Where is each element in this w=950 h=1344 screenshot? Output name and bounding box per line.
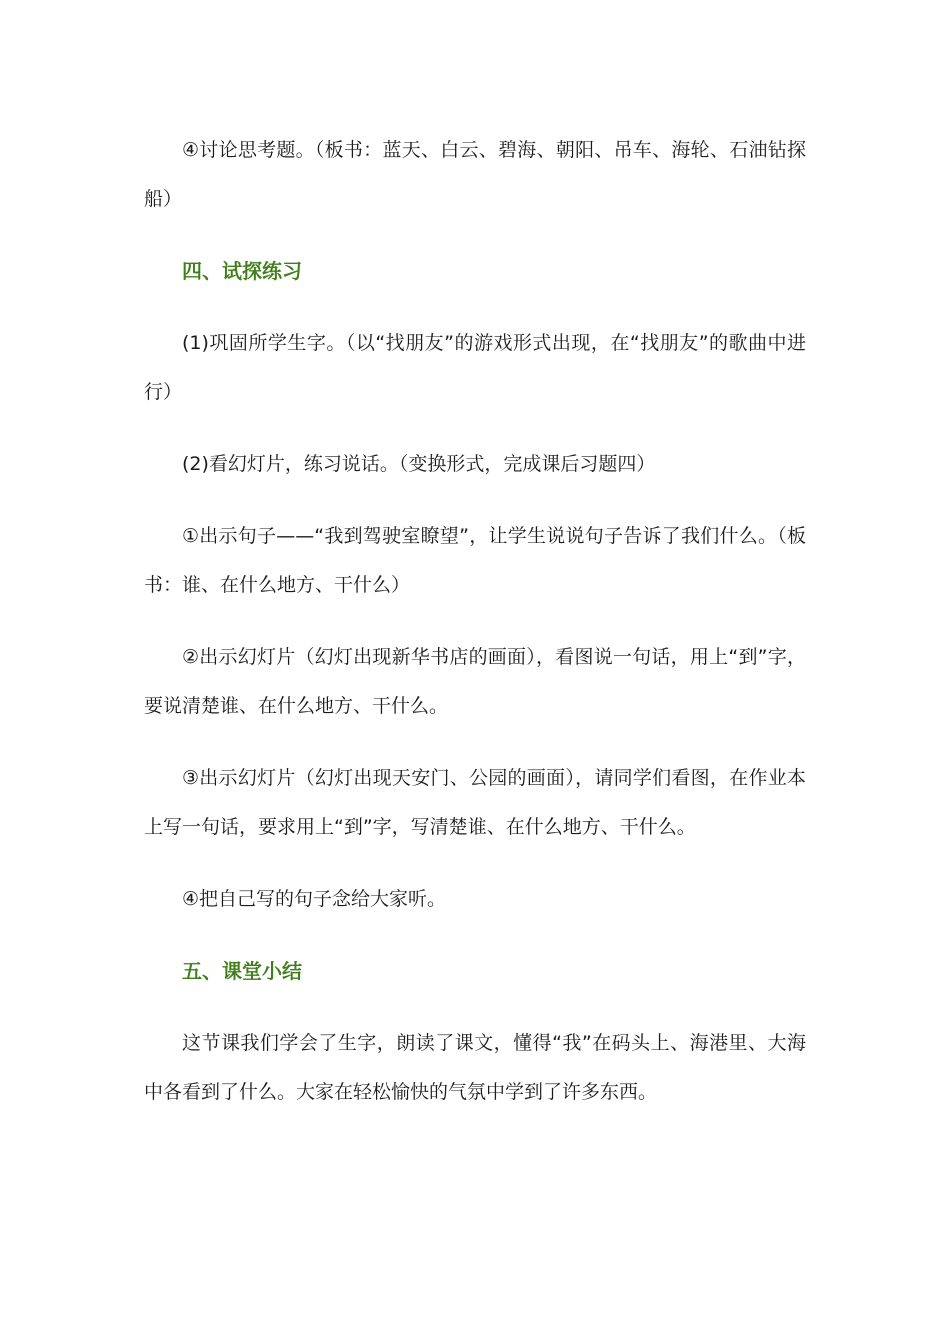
paragraph-sentence-one: ①出示句子——“我到驾驶室瞭望”，让学生说说句子告诉了我们什么。（板书：谁、在什么地方、干什么） bbox=[144, 525, 806, 596]
paragraph-read-aloud: ④把自己写的句子念给大家听。 bbox=[182, 888, 447, 910]
paragraph-discussion: ④讨论思考题。（板书：蓝天、白云、碧海、朝阳、吊车、海轮、石油钻探船） bbox=[144, 139, 806, 210]
spacer bbox=[144, 996, 806, 1019]
spacer bbox=[144, 224, 806, 247]
spacer bbox=[144, 610, 806, 633]
paragraph-slide-bookstore: ②出示幻灯片（幻灯出现新华书店的画面），看图说一句话，用上“到”字，要说清楚谁、在什么地方、干什么。 bbox=[144, 646, 806, 717]
spacer bbox=[144, 296, 806, 319]
paragraph-slide-tiananmen: ③出示幻灯片（幻灯出现天安门、公园的画面），请同学们看图，在作业本上写一句话，要求用上“到”字，写清楚谁、在什么地方、干什么。 bbox=[144, 767, 806, 838]
section-heading-practice: 四、试探练习 bbox=[182, 259, 302, 283]
paragraph-slides-speaking: (2)看幻灯片，练习说话。（变换形式，完成课后习题四） bbox=[182, 453, 656, 475]
document-page bbox=[144, 126, 806, 1117]
paragraph-consolidate: (1)巩固所学生字。（以“找朋友”的游戏形式出现，在“找朋友”的歌曲中进行） bbox=[144, 332, 806, 403]
spacer bbox=[144, 924, 806, 947]
section-heading-summary: 五、课堂小结 bbox=[182, 959, 302, 983]
spacer bbox=[144, 852, 806, 875]
spacer bbox=[144, 489, 806, 512]
spacer bbox=[144, 417, 806, 440]
paragraph-summary: 这节课我们学会了生字，朗读了课文，懂得“我”在码头上、海港里、大海中各看到了什么。大家在轻松愉快的气氛中学到了许多东西。 bbox=[144, 1032, 806, 1103]
spacer bbox=[144, 731, 806, 754]
